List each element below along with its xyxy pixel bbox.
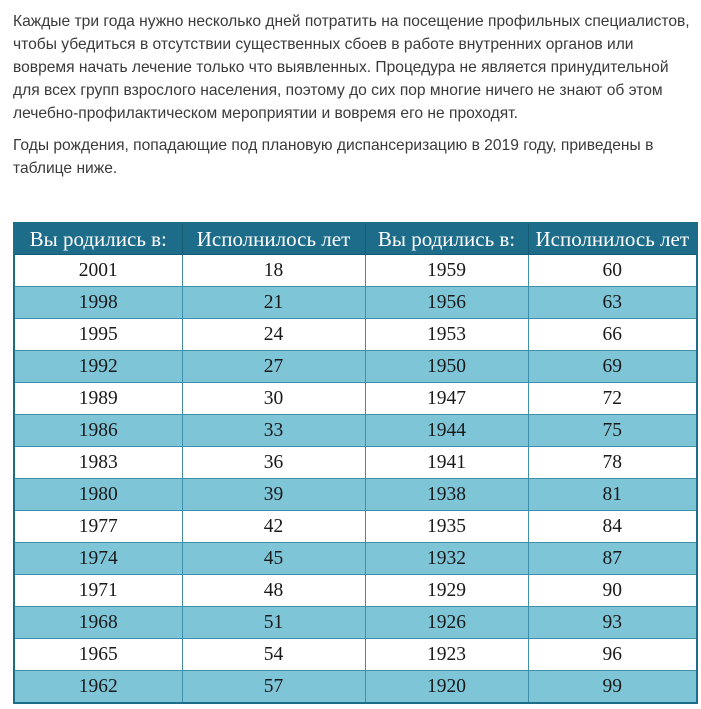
age-cell: 30 xyxy=(182,383,365,415)
born-year-cell: 1998 xyxy=(14,287,182,319)
age-cell: 27 xyxy=(182,351,365,383)
age-cell: 90 xyxy=(528,575,697,607)
age-cell: 60 xyxy=(528,255,697,287)
age-cell: 24 xyxy=(182,319,365,351)
age-cell: 75 xyxy=(528,415,697,447)
age-cell: 81 xyxy=(528,479,697,511)
table-row xyxy=(14,287,697,319)
age-cell: 69 xyxy=(528,351,697,383)
header-age-1: Исполнилось лет xyxy=(182,223,365,255)
age-cell: 84 xyxy=(528,511,697,543)
born-year-cell: 1989 xyxy=(14,383,182,415)
birth-years-table-container xyxy=(13,222,696,704)
age-cell: 39 xyxy=(182,479,365,511)
table-row xyxy=(14,319,697,351)
born-year-cell: 1977 xyxy=(14,511,182,543)
table-row xyxy=(14,671,697,704)
born-year-cell: 2001 xyxy=(14,255,182,287)
age-cell: 54 xyxy=(182,639,365,671)
table-row xyxy=(14,639,697,671)
age-cell: 18 xyxy=(182,255,365,287)
born-year-cell: 1953 xyxy=(365,319,528,351)
born-year-cell: 1923 xyxy=(365,639,528,671)
age-cell: 36 xyxy=(182,447,365,479)
header-born-in-2: Вы родились в: xyxy=(365,223,528,255)
age-cell: 63 xyxy=(528,287,697,319)
born-year-cell: 1926 xyxy=(365,607,528,639)
age-cell: 87 xyxy=(528,543,697,575)
age-cell: 57 xyxy=(182,671,365,704)
table-row xyxy=(14,543,697,575)
table-row xyxy=(14,255,697,287)
table-row xyxy=(14,351,697,383)
header-age-2: Исполнилось лет xyxy=(528,223,697,255)
born-year-cell: 1968 xyxy=(14,607,182,639)
born-year-cell: 1929 xyxy=(365,575,528,607)
born-year-cell: 1935 xyxy=(365,511,528,543)
age-cell: 42 xyxy=(182,511,365,543)
born-year-cell: 1980 xyxy=(14,479,182,511)
header-born-in-1: Вы родились в: xyxy=(14,223,182,255)
born-year-cell: 1962 xyxy=(14,671,182,704)
age-cell: 96 xyxy=(528,639,697,671)
table-row xyxy=(14,511,697,543)
age-cell: 21 xyxy=(182,287,365,319)
born-year-cell: 1944 xyxy=(365,415,528,447)
born-year-cell: 1995 xyxy=(14,319,182,351)
born-year-cell: 1983 xyxy=(14,447,182,479)
table-row xyxy=(14,447,697,479)
age-cell: 78 xyxy=(528,447,697,479)
age-cell: 66 xyxy=(528,319,697,351)
born-year-cell: 1986 xyxy=(14,415,182,447)
table-header-row xyxy=(14,223,697,255)
born-year-cell: 1965 xyxy=(14,639,182,671)
table-row xyxy=(14,415,697,447)
born-year-cell: 1974 xyxy=(14,543,182,575)
born-year-cell: 1920 xyxy=(365,671,528,704)
article-text xyxy=(13,0,697,180)
born-year-cell: 1938 xyxy=(365,479,528,511)
age-cell: 48 xyxy=(182,575,365,607)
age-cell: 93 xyxy=(528,607,697,639)
born-year-cell: 1932 xyxy=(365,543,528,575)
born-year-cell: 1959 xyxy=(365,255,528,287)
table-row xyxy=(14,607,697,639)
table-caption-paragraph: Годы рождения, попадающие под плановую диспансеризацию в 2019 году, приведены в таблице ниже. xyxy=(13,137,654,177)
table-row xyxy=(14,383,697,415)
born-year-cell: 1950 xyxy=(365,351,528,383)
born-year-cell: 1941 xyxy=(365,447,528,479)
table-row xyxy=(14,575,697,607)
table-body xyxy=(14,255,697,704)
age-cell: 45 xyxy=(182,543,365,575)
born-year-cell: 1956 xyxy=(365,287,528,319)
intro-paragraph: Каждые три года нужно несколько дней потратить на посещение профильных специалистов, чтобы убедиться в отсутствии существенных сбоев в работе внутренних органов или вовремя начать лечение только что выявленных. Процедура не является принудительной для всех групп взрослого населения, поэтому до сих пор многие ничего не знают об этом лечебно-профилактическом мероприятии и вовремя его не проходят. xyxy=(13,13,690,122)
age-cell: 51 xyxy=(182,607,365,639)
born-year-cell: 1971 xyxy=(14,575,182,607)
born-year-cell: 1947 xyxy=(365,383,528,415)
born-year-cell: 1992 xyxy=(14,351,182,383)
age-cell: 99 xyxy=(528,671,697,704)
age-cell: 33 xyxy=(182,415,365,447)
age-cell: 72 xyxy=(528,383,697,415)
table-row xyxy=(14,479,697,511)
birth-years-table xyxy=(13,222,698,704)
